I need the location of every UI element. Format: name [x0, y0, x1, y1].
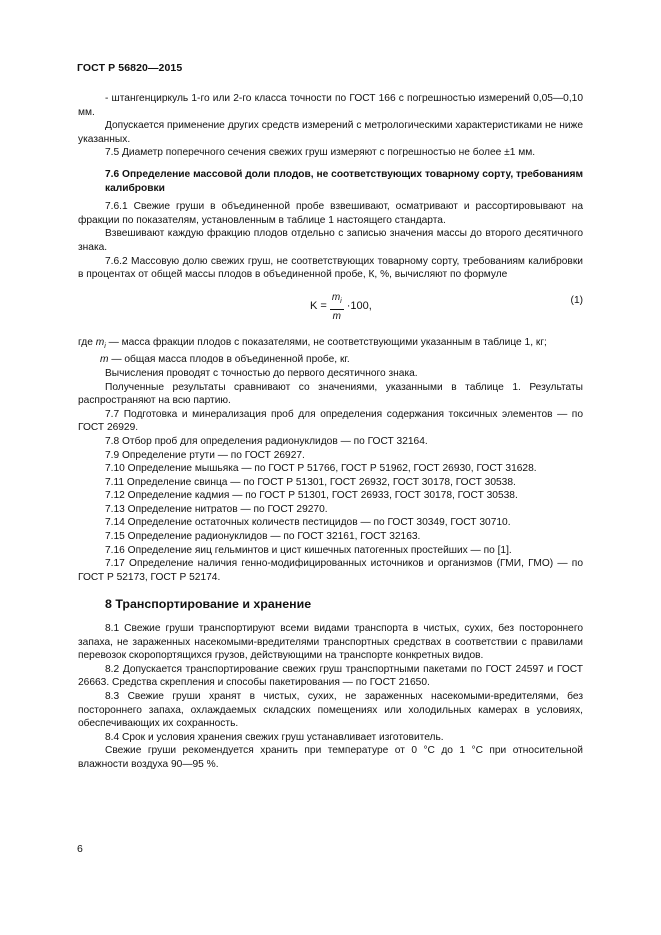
item-7-13: 7.13 Определение нитратов — по ГОСТ 29270.	[105, 503, 328, 515]
item-8-4: 8.4 Срок и условия хранения свежих груш устанавливает изготовитель.	[105, 731, 444, 743]
formula-rhs: ·100,	[346, 300, 372, 313]
item-7-7: 7.7 Подготовка и минерализация проб для определения содержания токсичных элементов — по ГОСТ 26929.	[78, 408, 583, 434]
formula	[310, 292, 372, 323]
item-7-8: 7.8 Отбор проб для определения радионуклидов — по ГОСТ 32164.	[105, 435, 428, 447]
where-mi: где $m_i$ — масса фракции плодов с показателями, не соответствующими указанным в таблице 1, кг;	[78, 336, 547, 350]
page-number: 6	[77, 843, 83, 855]
item-7-16: 7.16 Определение яиц гельминтов и цист кишечных патогенных простейших — по [1].	[105, 544, 512, 556]
formula-block	[78, 290, 583, 330]
paragraph: Полученные результаты сравнивают со значениями, указанными в таблице 1. Результаты распространяют на всю партию.	[78, 381, 583, 407]
paragraph: 7.6.1 Свежие груши в объединенной пробе взвешивают, осматривают и рассортировывают на фракции по показателям, установленным в таблице 1 настоящего стандарта.	[78, 201, 583, 226]
item-7-15: 7.15 Определение радионуклидов — по ГОСТ 32161, ГОСТ 32163.	[105, 531, 421, 543]
paragraph: Вычисления проводят с точностью до первого десятичного знака.	[105, 367, 418, 379]
section-heading-8: 8 Транспортирование и хранение	[105, 597, 312, 612]
formula-number: (1)	[570, 294, 583, 306]
formula-numerator: $m_i$	[330, 292, 344, 310]
formula-lhs: K =	[310, 300, 327, 313]
where-m: m — общая масса плодов в объединенной пробе, кг.	[100, 354, 350, 366]
item-8-2: 8.2 Допускается транспортирование свежих груш транспортными пакетами по ГОСТ 24597 и ГОСТ 26663. Средства скрепления и способы пакетирования — по ГОСТ 21650.	[78, 663, 583, 689]
item-7-12: 7.12 Определение кадмия — по ГОСТ Р 51301, ГОСТ 26933, ГОСТ 30178, ГОСТ 30538.	[105, 490, 518, 502]
paragraph: 7.6.2 Массовую долю свежих груш, не соответствующих товарному сорту, требованиям калибровки в процентах от общей массы плодов в объединенной пробе, К, %, вычисляют по формуле	[78, 255, 583, 281]
item-7-10: 7.10 Определение мышьяка — по ГОСТ Р 51766, ГОСТ Р 51962, ГОСТ 26930, ГОСТ 31628.	[105, 463, 537, 475]
item-8-1: 8.1 Свежие груши транспортируют всеми видами транспорта в чистых, сухих, без постороннего запаха, не зараженных насекомыми-вредителями транспортных средствах в соответствии с правилами перевозок скоропортящихся грузов, действующими на транспорте конкретных видов.	[78, 623, 583, 662]
item-8-3: 8.3 Свежие груши хранят в чистых, сухих, не зараженных насекомыми-вредителями, без постороннего запаха, охлаждаемых складских помещениях или холодильных камерах в условиях, обеспечивающих их сохранность.	[78, 691, 583, 730]
item-7-11: 7.11 Определение свинца — по ГОСТ Р 51301, ГОСТ 26932, ГОСТ 30178, ГОСТ 30538.	[105, 476, 516, 488]
section-heading-7-6: 7.6 Определение массовой доли плодов, не соответствующих товарному сорту, требованиям калибровки	[105, 168, 583, 194]
paragraph: Взвешивают каждую фракцию плодов отдельно с записью значения массы до второго десятичного знака.	[78, 228, 583, 253]
formula-fraction	[330, 292, 344, 323]
paragraph: Допускается применение других средств измерений с метрологическими характеристиками не ниже указанных.	[78, 120, 583, 145]
paragraph: Свежие груши рекомендуется хранить при температуре от 0 °С до 1 °С при относительной влажности воздуха 90—95 %.	[78, 745, 583, 770]
item-7-17: 7.17 Определение наличия генно-модифицированных источников и организмов (ГМИ, ГМО) — по ГОСТ Р 52173, ГОСТ Р 52174.	[78, 558, 583, 583]
formula-denominator: m	[332, 310, 341, 322]
paragraph: - штангенциркуль 1-го или 2-го класса точности по ГОСТ 166 с погрешностью измерений 0,05—0,10 мм.	[78, 93, 583, 118]
item-7-9: 7.9 Определение ртути — по ГОСТ 26927.	[105, 449, 305, 461]
document-body	[78, 92, 583, 772]
item-7-14: 7.14 Определение остаточных количеств пестицидов — по ГОСТ 30349, ГОСТ 30710.	[105, 517, 511, 529]
document-code: ГОСТ Р 56820—2015	[77, 62, 183, 74]
paragraph: 7.5 Диаметр поперечного сечения свежих груш измеряют с погрешностью не более ±1 мм.	[105, 147, 536, 159]
